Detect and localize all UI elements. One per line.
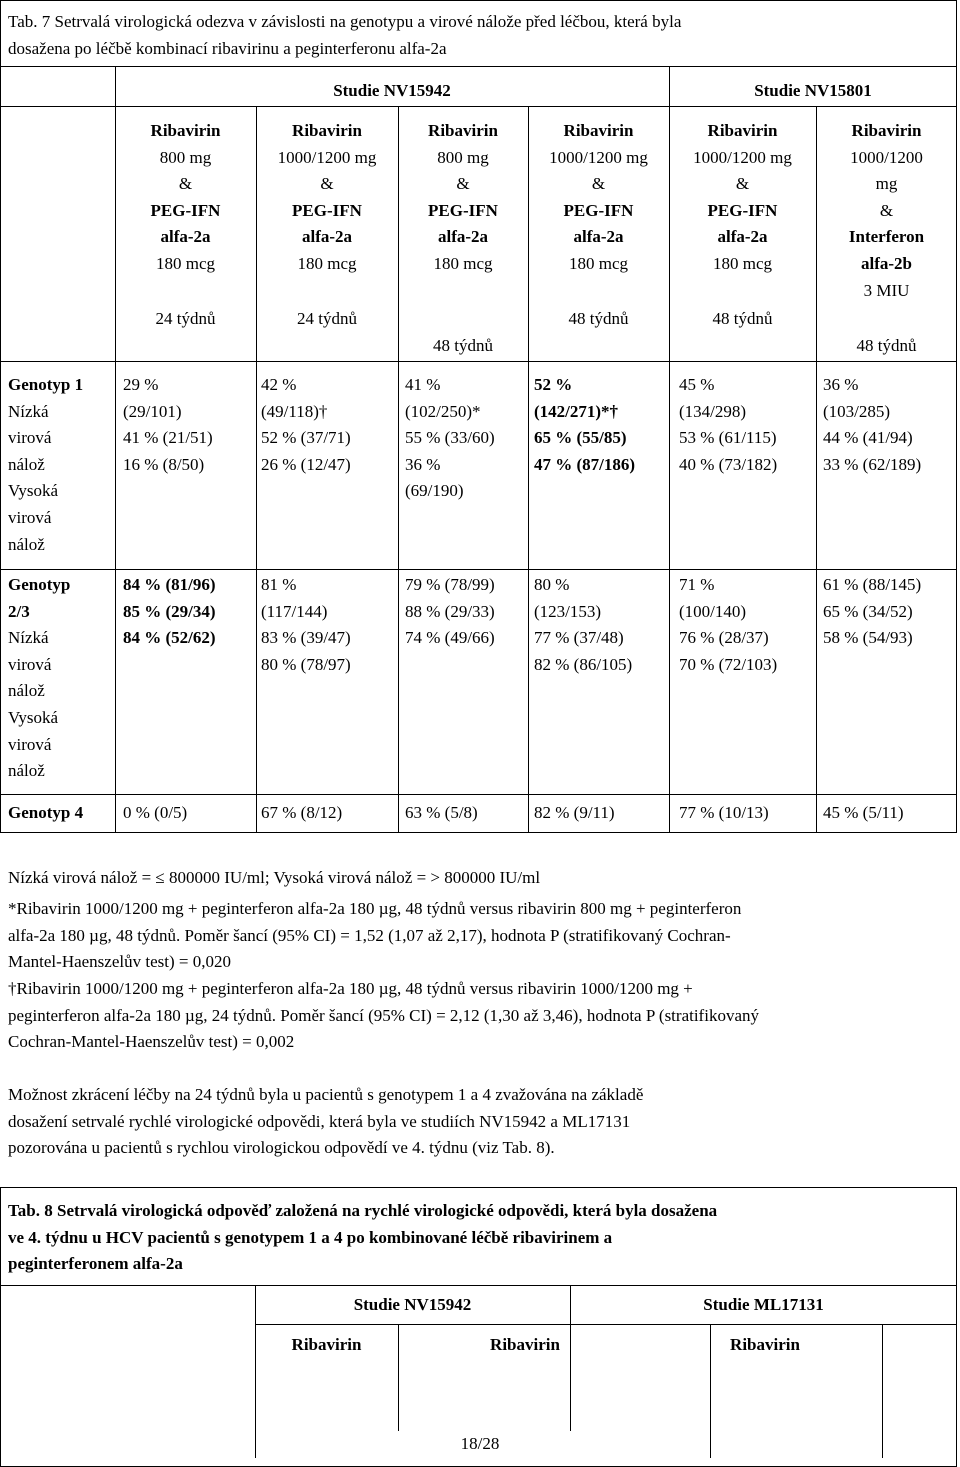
footnote-line: *Ribavirin 1000/1200 mg + peginterferon alfa-2a 180 µg, 48 týdnů versus ribavirin 800 mg + peginterferon bbox=[8, 899, 742, 918]
footnote-line: Cochran-Mantel-Haenszelův test) = 0,002 bbox=[8, 1032, 295, 1052]
caption-line: dosažena po léčbě kombinací ribavirinu a peginterferonu alfa-2a bbox=[8, 38, 447, 58]
label-line: Genotyp 1 bbox=[8, 375, 84, 394]
header-line: Ribavirin bbox=[851, 121, 922, 140]
table-cell bbox=[679, 572, 777, 678]
header-line: 800 mg bbox=[159, 147, 212, 167]
footnote-viral-load: Nízká virová nálož = ≤ 800000 IU/ml; Vysoká virová nálož = > 800000 IU/ml bbox=[8, 868, 541, 887]
header-line: Ribavirin bbox=[428, 121, 498, 140]
table-rule bbox=[0, 106, 957, 107]
table-7-caption bbox=[8, 9, 681, 62]
cell-line: 81 % bbox=[261, 575, 297, 594]
header-line: Ribavirin bbox=[292, 121, 362, 140]
header-line: 3 MIU bbox=[863, 280, 910, 300]
header-line: 180 mcg bbox=[712, 253, 773, 273]
study-header-nv15801: Studie NV15801 bbox=[754, 81, 872, 100]
caption-line: ve 4. týdnu u HCV pacientů s genotypem 1 a 4 po kombinované léčbě ribavirinem a bbox=[8, 1227, 613, 1247]
label-line: virová bbox=[8, 428, 52, 448]
footnote-line: †Ribavirin 1000/1200 mg + peginterferon alfa-2a 180 µg, 48 týdnů versus ribavirin 1000/1200 mg + bbox=[8, 979, 693, 998]
label-line: virová bbox=[8, 507, 52, 527]
cell-line: 41 % (21/51) bbox=[123, 428, 213, 448]
header-line: & bbox=[320, 174, 334, 194]
table-rule bbox=[0, 66, 957, 67]
header-line: Ribavirin bbox=[707, 121, 778, 140]
table-cell bbox=[123, 372, 213, 478]
label-line: Nízká bbox=[8, 628, 49, 648]
header-line: Ribavirin bbox=[563, 121, 634, 140]
cell-line: (102/250)* bbox=[405, 401, 481, 421]
header-line: 1000/1200 mg bbox=[549, 147, 648, 167]
cell-line: 36 % bbox=[823, 375, 859, 394]
table-cell: 77 % (10/13) bbox=[679, 803, 769, 822]
cell-line: (117/144) bbox=[261, 601, 328, 621]
column-header bbox=[398, 118, 528, 278]
header-line: 1000/1200 bbox=[850, 147, 923, 167]
column-weeks: 24 týdnů bbox=[155, 309, 216, 328]
cell-line: 84 % (81/96) bbox=[123, 575, 216, 594]
cell-line: 58 % (54/93) bbox=[823, 628, 913, 648]
header-line: alfa-2a bbox=[301, 227, 353, 247]
cell-line: 80 % bbox=[534, 575, 570, 594]
header-line: alfa-2a bbox=[437, 227, 489, 247]
label-line: virová bbox=[8, 654, 52, 674]
cell-line: 88 % (29/33) bbox=[405, 601, 495, 621]
table-cell bbox=[261, 372, 351, 478]
cell-line: 47 % (87/186) bbox=[534, 454, 636, 474]
header-line: alfa-2a bbox=[717, 227, 768, 247]
table-cell bbox=[823, 372, 921, 478]
table-cell bbox=[405, 572, 495, 652]
cell-line: 71 % bbox=[679, 575, 715, 594]
cell-line: (103/285) bbox=[823, 401, 891, 421]
cell-line: (49/118)† bbox=[261, 401, 328, 421]
table-rule bbox=[255, 1324, 957, 1325]
cell-line: 83 % (39/47) bbox=[261, 628, 351, 648]
header-line: 180 mcg bbox=[155, 253, 216, 273]
caption-line: Tab. 7 Setrvalá virologická odezva v závislosti na genotypu a virové nálože před léčbou, která byla bbox=[8, 12, 682, 31]
cell-line: (123/153) bbox=[534, 601, 602, 621]
table-cell bbox=[534, 572, 632, 678]
label-line: Genotyp bbox=[8, 575, 71, 594]
header-line: PEG-IFN bbox=[150, 200, 221, 220]
header-line: alfa-2b bbox=[861, 253, 912, 273]
caption-line: Tab. 8 Setrvalá virologická odpověď založená na rychlé virologické odpovědi, která byla dosažena bbox=[8, 1201, 718, 1220]
header-line: 180 mcg bbox=[297, 253, 357, 273]
table-cell: 67 % (8/12) bbox=[261, 803, 343, 822]
cell-line: 41 % bbox=[405, 375, 441, 394]
body-paragraph bbox=[8, 1082, 643, 1162]
header-line: Interferon bbox=[848, 227, 925, 247]
footnote-line: Mantel-Haenszelův test) = 0,020 bbox=[8, 952, 231, 972]
column-header-ribavirin: Ribavirin bbox=[490, 1335, 560, 1354]
column-weeks: 48 týdnů bbox=[433, 336, 493, 355]
cell-line: 36 % bbox=[405, 454, 441, 474]
cell-line: 79 % (78/99) bbox=[405, 575, 495, 594]
header-line: & bbox=[879, 200, 894, 220]
table-rule bbox=[0, 1285, 957, 1286]
footnote-dagger bbox=[8, 976, 759, 1056]
column-weeks: 24 týdnů bbox=[297, 309, 357, 328]
cell-line: (142/271)*† bbox=[534, 401, 619, 421]
row-label-genotype-1 bbox=[8, 372, 83, 558]
header-line: 800 mg bbox=[437, 147, 489, 167]
label-line: nálož bbox=[8, 534, 45, 554]
column-header bbox=[669, 118, 816, 278]
column-header bbox=[528, 118, 669, 278]
cell-line: 65 % (34/52) bbox=[823, 601, 913, 621]
column-weeks: 48 týdnů bbox=[712, 309, 773, 328]
label-line: virová bbox=[8, 734, 52, 754]
paragraph-line: Možnost zkrácení léčby na 24 týdnů byla u pacientů s genotypem 1 a 4 zvažována na základě bbox=[8, 1085, 644, 1104]
cell-line: 52 % bbox=[534, 375, 573, 394]
table-cell bbox=[123, 572, 216, 652]
cell-line: 85 % (29/34) bbox=[123, 601, 216, 621]
cell-line: 61 % (88/145) bbox=[823, 575, 922, 594]
footnote-star bbox=[8, 896, 741, 976]
header-line: & bbox=[456, 174, 470, 194]
header-line: 180 mcg bbox=[568, 253, 629, 273]
footnote-line: alfa-2a 180 µg, 48 týdnů. Poměr šancí (95% CI) = 1,52 (1,07 až 2,17), hodnota P (stratifikovaný Cochran- bbox=[8, 925, 731, 945]
table-8-caption bbox=[8, 1198, 717, 1278]
header-line: & bbox=[735, 174, 750, 194]
cell-line: (134/298) bbox=[679, 401, 747, 421]
cell-line: 65 % (55/85) bbox=[534, 428, 627, 448]
cell-line: 33 % (62/189) bbox=[823, 454, 922, 474]
header-line: alfa-2a bbox=[573, 227, 624, 247]
cell-line: 70 % (72/103) bbox=[679, 654, 778, 674]
header-line: Ribavirin bbox=[150, 121, 221, 140]
study-header-nv15942: Studie NV15942 bbox=[333, 81, 451, 100]
cell-line: 53 % (61/115) bbox=[679, 428, 777, 448]
column-header bbox=[115, 118, 256, 278]
cell-line: 42 % bbox=[261, 375, 297, 394]
footnote-line: peginterferon alfa-2a 180 µg, 24 týdnů. Poměr šancí (95% CI) = 2,12 (1,30 až 3,46), hodnota P (stratifikovaný bbox=[8, 1005, 759, 1025]
column-weeks: 48 týdnů bbox=[568, 309, 629, 328]
label-line: nálož bbox=[8, 454, 45, 474]
table-cell bbox=[679, 372, 777, 478]
cell-line: (100/140) bbox=[679, 601, 747, 621]
header-line: alfa-2a bbox=[160, 227, 211, 247]
study-header-nv15942-t8: Studie NV15942 bbox=[353, 1295, 472, 1314]
column-weeks: 48 týdnů bbox=[856, 336, 917, 355]
cell-line: 74 % (49/66) bbox=[405, 628, 495, 648]
header-line: PEG-IFN bbox=[428, 200, 498, 220]
cell-line: 44 % (41/94) bbox=[823, 428, 913, 448]
table-cell: 0 % (0/5) bbox=[123, 803, 188, 822]
cell-line: (29/101) bbox=[123, 401, 182, 421]
table-rule bbox=[0, 794, 957, 795]
column-header bbox=[256, 118, 398, 278]
cell-line: 26 % (12/47) bbox=[261, 454, 351, 474]
table-cell: 82 % (9/11) bbox=[534, 803, 615, 822]
row-label-genotype-2-3 bbox=[8, 572, 70, 785]
cell-line: 52 % (37/71) bbox=[261, 428, 351, 448]
header-line: 1000/1200 mg bbox=[277, 147, 377, 167]
header-line: mg bbox=[875, 174, 898, 194]
cell-line: 40 % (73/182) bbox=[679, 454, 778, 474]
cell-line: 84 % (52/62) bbox=[123, 628, 216, 648]
header-line: PEG-IFN bbox=[563, 200, 634, 220]
paragraph-line: dosažení setrvalé rychlé virologické odpovědi, která byla ve studiích NV15942 a ML17131 bbox=[8, 1111, 631, 1131]
column-header-ribavirin: Ribavirin bbox=[291, 1335, 362, 1354]
cell-line: 45 % bbox=[679, 375, 715, 394]
header-line: PEG-IFN bbox=[707, 200, 778, 220]
cell-line: 77 % (37/48) bbox=[534, 628, 624, 648]
label-line: nálož bbox=[8, 681, 45, 701]
table-cell: 63 % (5/8) bbox=[405, 803, 478, 822]
label-line: 2/3 bbox=[8, 601, 30, 621]
cell-line: 80 % (78/97) bbox=[261, 654, 351, 674]
row-label-genotype-4: Genotyp 4 bbox=[8, 803, 84, 822]
table-cell bbox=[261, 572, 351, 678]
table-cell: 45 % (5/11) bbox=[823, 803, 904, 822]
header-line: & bbox=[591, 174, 606, 194]
label-line: nálož bbox=[8, 761, 45, 781]
cell-line: 55 % (33/60) bbox=[405, 428, 495, 448]
label-line: Vysoká bbox=[8, 481, 59, 501]
table-rule bbox=[882, 1324, 883, 1458]
study-header-ml17131: Studie ML17131 bbox=[703, 1295, 824, 1314]
table-cell bbox=[534, 372, 635, 478]
header-line: 180 mcg bbox=[433, 253, 493, 273]
column-header bbox=[816, 118, 957, 304]
column-header-ribavirin: Ribavirin bbox=[730, 1335, 800, 1354]
cell-line: 16 % (8/50) bbox=[123, 454, 205, 474]
table-rule bbox=[0, 361, 957, 362]
cell-line: 82 % (86/105) bbox=[534, 654, 633, 674]
caption-line: peginterferonem alfa-2a bbox=[8, 1254, 183, 1274]
table-cell bbox=[823, 572, 921, 652]
cell-line: 29 % bbox=[123, 375, 159, 394]
header-line: & bbox=[178, 174, 193, 194]
paragraph-line: pozorována u pacientů s rychlou virologickou odpovědí ve 4. týdnu (viz Tab. 8). bbox=[8, 1138, 555, 1158]
label-line: Vysoká bbox=[8, 707, 59, 727]
header-line: 1000/1200 mg bbox=[693, 147, 792, 167]
label-line: Nízká bbox=[8, 401, 49, 421]
header-line: PEG-IFN bbox=[292, 200, 362, 220]
cell-line: 76 % (28/37) bbox=[679, 628, 769, 648]
cell-line: (69/190) bbox=[405, 481, 464, 501]
page-number: 18/28 bbox=[380, 1431, 580, 1458]
table-cell bbox=[405, 372, 495, 505]
table-rule bbox=[0, 569, 957, 570]
